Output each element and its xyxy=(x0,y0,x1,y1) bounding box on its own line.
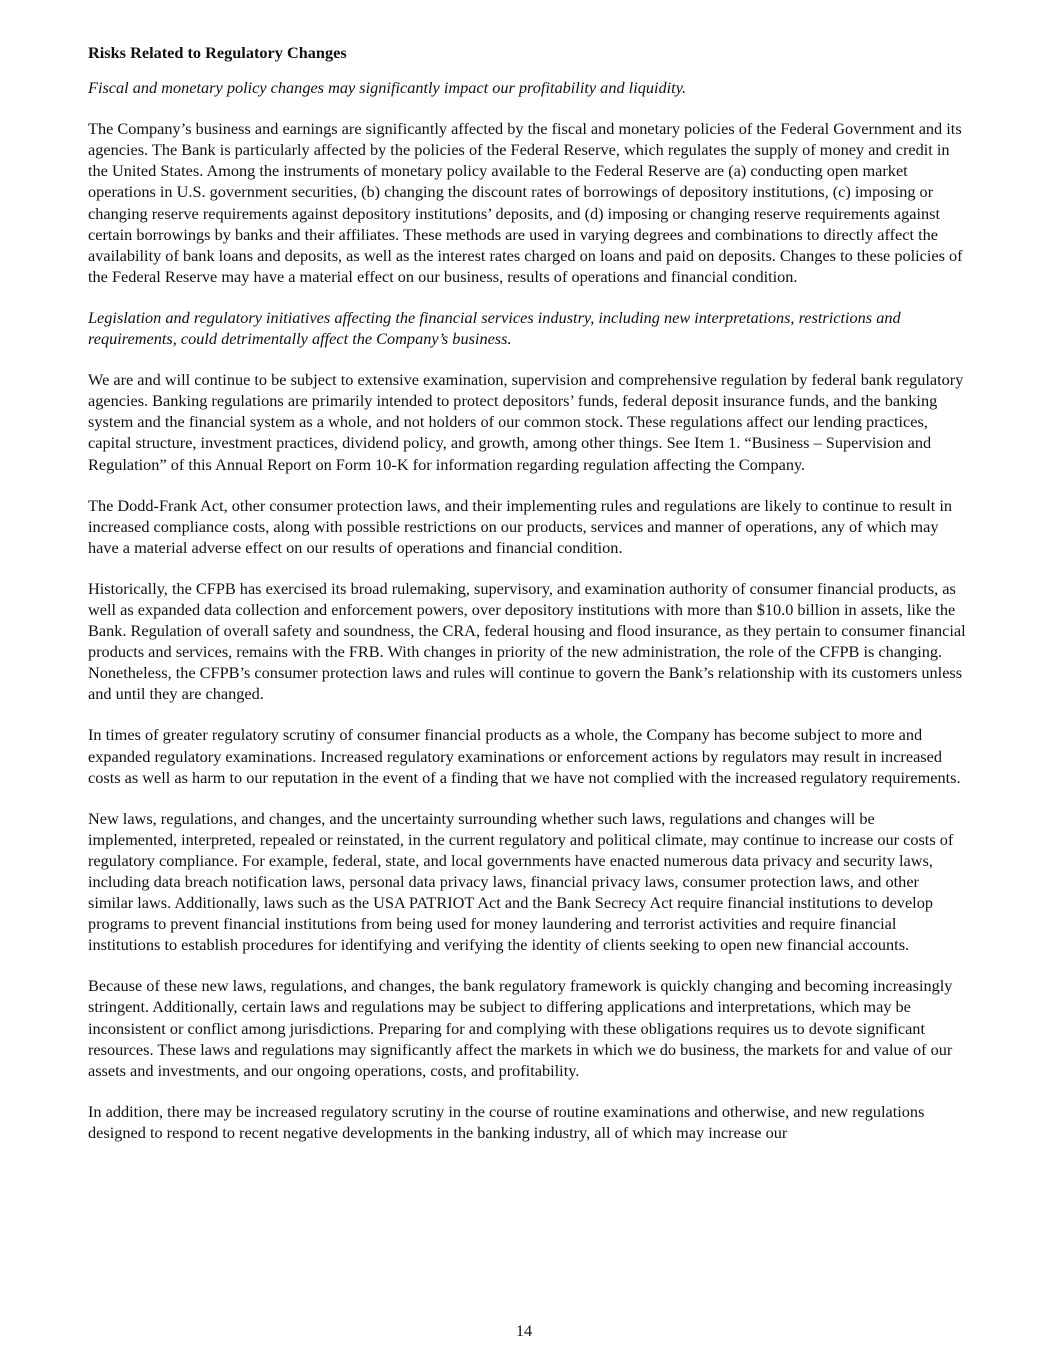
paragraph-increased-scrutiny: In addition, there may be increased regulatory scrutiny in the course of routine examinations and otherwise, and new regulations designed to respond to recent negative developments in the banking industry, all of which may increase our xyxy=(88,1101,925,1142)
paragraph-regulatory-scrutiny: In times of greater regulatory scrutiny of consumer financial products as a whole, the Company has become subject to more and expanded regulatory examinations. Increased regulatory examinations or enforcement actions by regulators may result in increased costs as well as harm to our reputation in the event of a finding that we have not complied with the increased regulatory requirements. xyxy=(88,725,961,787)
paragraph-fiscal-monetary-policy: The Company’s business and earnings are significantly affected by the fiscal and monetary policies of the Federal Government and its agencies. The Bank is particularly affected by the policies of the Federal Reserve, which regulates the supply of money and credit in the United States. Among the instruments of monetary policy available to the Federal Reserve are (a) conducting open market operations in U.S. government securities, (b) changing the discount rates of borrowings of depository institutions, (c) imposing or changing reserve requirements against depository institutions’ deposits, and (d) imposing or changing reserve requirements against certain borrowings by banks and their affiliates. These methods are used in varying degrees and combinations to directly affect the availability of bank loans and deposits, as well as the interest rates charged on loans and paid on deposits. Changes to these policies of the Federal Reserve may have a material effect on our business, results of operations and financial condition. xyxy=(88,119,963,286)
paragraph-extensive-regulation: We are and will continue to be subject to extensive examination, supervision and comprehensive regulation by federal bank regulatory agencies. Banking regulations are primarily intended to protect depositors’ funds, federal deposit insurance funds, and the banking system and the financial system as a whole, and not holders of our common stock. These regulations affect our lending practices, capital structure, investment practices, dividend policy, and growth, among other things. See Item 1. “Business – Supervision and Regulation” of this Annual Report on Form 10-K for information regarding regulation affecting the Company. xyxy=(88,370,964,474)
page-number: 14 xyxy=(515,1321,533,1340)
document-page xyxy=(88,42,966,1163)
paragraph-stringent-framework: Because of these new laws, regulations, and changes, the bank regulatory framework is quickly changing and becoming increasingly stringent. Additionally, certain laws and regulations may be subject to differing applications and interpretations, which may be inconsistent or conflict among jurisdictions. Preparing for and complying with these obligations requires us to devote significant resources. These laws and regulations may significantly affect the markets in which we do business, the markets for and value of our assets and investments, and our ongoing operations, costs, and profitability. xyxy=(88,976,953,1080)
paragraph-dodd-frank: The Dodd-Frank Act, other consumer protection laws, and their implementing rules and regulations are likely to continue to result in increased compliance costs, along with possible restrictions on our products, services and manner of operations, any of which may have a material adverse effect on our results of operations and financial condition. xyxy=(88,495,953,557)
risk-subheading-legislation: Legislation and regulatory initiatives affecting the financial services industry, including new interpretations, restrictions and requirements, could detrimentally affect the Company’s business. xyxy=(88,307,901,349)
paragraph-new-laws: New laws, regulations, and changes, and the uncertainty surrounding whether such laws, regulations and changes will be implemented, interpreted, repealed or reinstated, in the current regulatory and political climate, may continue to increase our costs of regulatory compliance. For example, federal, state, and local governments have enacted numerous data privacy and security laws, including data breach notification laws, personal data privacy laws, financial privacy laws, consumer protection laws, and other similar laws. Additionally, laws such as the USA PATRIOT Act and the Bank Secrecy Act require financial institutions to develop programs to prevent financial institutions from being used for money laundering and terrorist activities and require financial institutions to establish procedures for identifying and verifying the identity of clients seeking to open new financial accounts. xyxy=(88,808,954,955)
risk-subheading-fiscal-monetary: Fiscal and monetary policy changes may significantly impact our profitability and liquidity. xyxy=(88,78,687,98)
paragraph-cfpb: Historically, the CFPB has exercised its broad rulemaking, supervisory, and examination authority of consumer financial products, as well as expanded data collection and enforcement powers, over depository institutions with more than $10.0 billion in assets, like the Bank. Regulation of overall safety and soundness, the CRA, federal housing and flood insurance, as they pertain to consumer financial products and services, remains with the FRB. With changes in priority of the new administration, the role of the CFPB is changing. Nonetheless, the CFPB’s consumer protection laws and rules will continue to govern the Bank’s relationship with its customers unless and until they are changed. xyxy=(88,578,966,704)
section-heading: Risks Related to Regulatory Changes xyxy=(88,43,347,62)
